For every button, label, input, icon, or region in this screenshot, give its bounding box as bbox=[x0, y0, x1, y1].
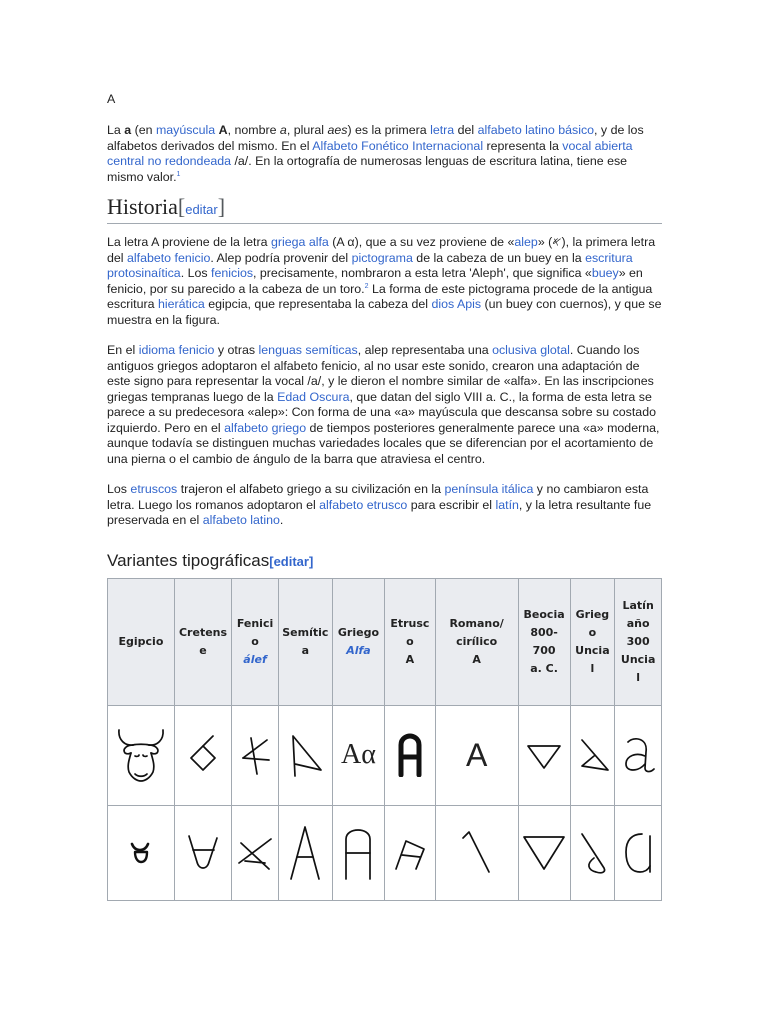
greek-glyph: Αα bbox=[332, 705, 384, 805]
greek-glyph-2 bbox=[332, 805, 384, 900]
link-buey[interactable]: buey bbox=[591, 266, 619, 280]
link-fenicios[interactable]: fenicios bbox=[211, 266, 254, 280]
small-ox-glyph bbox=[108, 805, 175, 900]
link-oclusiva-glotal[interactable]: oclusiva glotal bbox=[492, 343, 570, 357]
link-escritura-protosinaitica[interactable]: escritura protosinaítica bbox=[107, 250, 633, 280]
greek-uncial-glyph-2 bbox=[570, 805, 615, 900]
table-header-row bbox=[108, 578, 662, 705]
link-alfabeto-etrusco[interactable]: alfabeto etrusco bbox=[319, 497, 408, 512]
etruscan-glyph-2 bbox=[385, 805, 435, 900]
link-alfabeto-griego[interactable]: alfabeto griego bbox=[224, 420, 307, 435]
glyph-variants-table bbox=[107, 578, 662, 901]
cretan-glyph bbox=[174, 705, 231, 805]
roman-glyph: A bbox=[435, 705, 518, 805]
link-alep[interactable]: alep bbox=[514, 235, 538, 249]
header-etrusco: Etrusc o A bbox=[385, 578, 435, 705]
historia-paragraph-3: Los etruscos trajeron el alfabeto griego a su civilización en la península itálica y no cambiaron esta letra. Luego los romanos adoptaron el alfabeto etrusco para escribir el latín, y la letra resultante fue preservada en el alfabeto latino. bbox=[107, 482, 652, 527]
historia-paragraph-1: La letra A proviene de la letra griega alfa (Α α), que a su vez proviene de «alep» (𐤀), la primera letra del alfabeto fenicio. Alep podría provenir del pictograma de la cabeza de un buey en la escritura protosinaítica. Los fenicios, precisamente, nombraron a esta letra 'Aleph', que significa «buey» en fenicio, por su parecido a la cabeza de un toro.$^2$ La forma de este pictograma procede de la antigua escritura hierática egipcia, que representaba la cabeza del dios Apis (un buey con cuernos), y que se muestra en la figura. bbox=[107, 235, 662, 327]
link-alfabeto-latino-basico[interactable]: alfabeto latino básico bbox=[477, 123, 595, 137]
edit-link-historia[interactable]: editar bbox=[185, 202, 218, 217]
link-peninsula-italica[interactable]: península itálica bbox=[444, 482, 534, 496]
link-afi[interactable]: Alfabeto Fonético Internacional bbox=[312, 138, 484, 153]
ox-head-glyph bbox=[108, 705, 175, 805]
article bbox=[107, 88, 662, 901]
link-idioma-fenicio[interactable]: idioma fenicio bbox=[138, 343, 215, 357]
latin-uncial-glyph bbox=[615, 705, 662, 805]
link-vocal[interactable]: vocal abierta central no redondeada bbox=[107, 138, 633, 168]
header-egipcio: Egipcio bbox=[108, 578, 175, 705]
reference-1[interactable]: 1 bbox=[176, 170, 181, 178]
link-hieratica[interactable]: hierática bbox=[157, 297, 205, 311]
table-row bbox=[108, 705, 662, 805]
page-title: A bbox=[107, 92, 116, 106]
link-griega-alfa[interactable]: griega alfa bbox=[270, 235, 329, 249]
header-latin-uncial: Latín año 300 Uncia l bbox=[615, 578, 662, 705]
header-cretense: Cretens e bbox=[174, 578, 231, 705]
phoenician-glyph-2 bbox=[232, 805, 279, 900]
link-mayuscula[interactable]: mayúscula bbox=[155, 123, 216, 137]
link-etruscos[interactable]: etruscos bbox=[130, 482, 178, 496]
link-latin[interactable]: latín bbox=[495, 497, 519, 512]
section-heading-variantes: Variantes tipográficas[editar] bbox=[107, 550, 314, 570]
boeotian-glyph bbox=[518, 705, 570, 805]
semitic-glyph-2 bbox=[278, 805, 332, 900]
link-alef[interactable]: álef bbox=[243, 652, 267, 666]
boeotian-glyph-2 bbox=[518, 805, 570, 900]
header-griego-uncial: Grieg o Uncia l bbox=[570, 578, 615, 705]
section-heading-historia: Historia[editar] bbox=[107, 195, 662, 224]
link-alfabeto-fenicio[interactable]: alfabeto fenicio bbox=[126, 250, 211, 265]
link-dios-apis[interactable]: dios Apis bbox=[431, 297, 482, 311]
link-alfabeto-latino[interactable]: alfabeto latino bbox=[202, 513, 280, 527]
link-edad-oscura[interactable]: Edad Oscura bbox=[277, 389, 350, 404]
phoenician-glyph bbox=[232, 705, 279, 805]
historia-paragraph-2: En el idioma fenicio y otras lenguas semíticas, alep representaba una oclusiva glotal. Cuando los antiguos griegos adoptaron el alfabeto fenicio, al no usar este sonido, crearon una adaptación de este signo para representar la vocal /a/, y le dieron el nombre similar de «alfa». En las inscripciones griegas tempranas luego de la Edad Oscura, que datan del siglo VIII a. C., la forma de esta letra se parece a su predecesora «alep»: Con forma de una «a» mayúscula que descansa sobre su costado izquierdo. Pero en el alfabeto griego de tiempos posteriores generalmente parece una «a» moderna, aunque todavía se distinguen muchas variedades locales que se diferencian por el acortamiento de una pierna o el cambio de ángulo de la barra que atraviesa el centro. bbox=[107, 343, 660, 466]
semitic-glyph bbox=[278, 705, 332, 805]
header-semitica: Semític a bbox=[278, 578, 332, 705]
intro-paragraph: La a (en mayúscula A, nombre a, plural aes) es la primera letra del alfabeto latino básico, y de los alfabetos derivados del mismo. En el Alfabeto Fonético Internacional representa la vocal abierta central no redondeada /a/. En la ortografía de numerosas lenguas de escritura latina, tiene ese mismo valor.$^1$ bbox=[107, 123, 644, 184]
reference-2[interactable]: 2 bbox=[364, 282, 369, 290]
latin-uncial-glyph-2 bbox=[615, 805, 662, 900]
link-pictograma[interactable]: pictograma bbox=[351, 250, 413, 265]
table-row bbox=[108, 805, 662, 900]
link-alfa[interactable]: Alfa bbox=[346, 643, 371, 657]
link-lenguas-semiticas[interactable]: lenguas semíticas bbox=[258, 343, 358, 357]
link-letra[interactable]: letra bbox=[430, 123, 455, 137]
etruscan-glyph bbox=[385, 705, 435, 805]
header-fenicio: Fenici o álef bbox=[232, 578, 279, 705]
header-griego: Griego Alfa bbox=[332, 578, 384, 705]
cretan-glyph-2 bbox=[174, 805, 231, 900]
edit-link-variantes[interactable]: editar bbox=[273, 553, 309, 569]
header-beocia: Beocia 800- 700 a. C. bbox=[518, 578, 570, 705]
greek-uncial-glyph bbox=[570, 705, 615, 805]
header-romano-cirilico: Romano/ cirílico A bbox=[435, 578, 518, 705]
roman-glyph-2 bbox=[435, 805, 518, 900]
